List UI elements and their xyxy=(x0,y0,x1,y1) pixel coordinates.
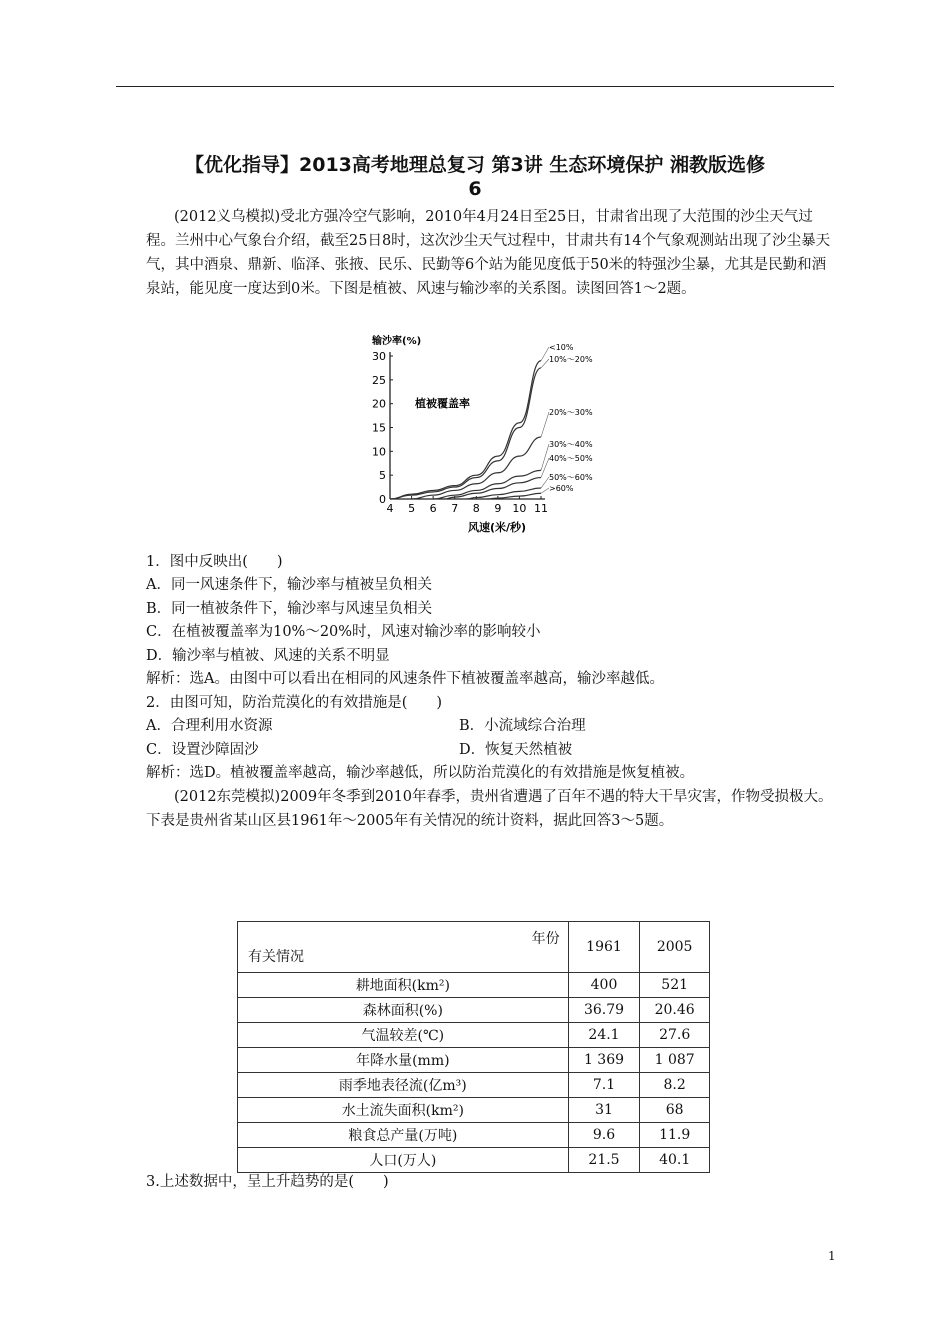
table-row xyxy=(238,1148,710,1173)
value-2005: 521 xyxy=(640,973,710,998)
x-tick-label: 5 xyxy=(408,502,416,515)
table-row xyxy=(238,1098,710,1123)
series-label: 20%～30% xyxy=(549,408,593,417)
series-line xyxy=(433,470,541,499)
series-line xyxy=(412,437,541,499)
row-label: 森林面积(%) xyxy=(238,998,569,1023)
table-row xyxy=(238,1073,710,1098)
q2-option-b: B．小流域综合治理 xyxy=(459,718,586,734)
y-tick-label: 20 xyxy=(372,397,386,411)
series-line xyxy=(390,368,541,499)
q3-stem: 3.上述数据中，呈上升趋势的是( ) xyxy=(146,1174,389,1190)
series-leader xyxy=(541,412,549,437)
page-title-line2: 6 xyxy=(468,178,482,200)
series-leader xyxy=(541,359,549,368)
q1-stem: 1．图中反映出( ) xyxy=(146,554,283,570)
y-tick-label: 0 xyxy=(379,493,386,506)
row-label: 气温较差(℃) xyxy=(238,1023,569,1048)
series-label: >60% xyxy=(549,484,574,493)
value-2005: 27.6 xyxy=(640,1023,710,1048)
intro-paragraph-1 xyxy=(146,205,836,301)
intro-text-2: (2012东莞模拟)2009年冬季到2010年春季，贵州省遭遇了百年不遇的特大干旱灾害，作物受损极大。下表是贵州省某山区县1961年～2005年有关情况的统计资料，据此回答3～5题。 xyxy=(146,789,833,829)
value-2005: 1 087 xyxy=(640,1048,710,1073)
row-label: 水土流失面积(km²) xyxy=(238,1098,569,1123)
table-row xyxy=(238,1023,710,1048)
x-tick-label: 4 xyxy=(386,502,394,515)
series-label: 30%～40% xyxy=(549,440,593,449)
value-1961: 9.6 xyxy=(568,1123,640,1148)
y-tick-label: 15 xyxy=(372,421,386,435)
x-tick-label: 9 xyxy=(494,502,502,515)
value-1961: 1 369 xyxy=(568,1048,640,1073)
series-leader xyxy=(541,347,549,361)
x-tick-label: 11 xyxy=(534,502,548,515)
series-leader xyxy=(541,458,549,478)
series-leader xyxy=(541,444,549,470)
table-row xyxy=(238,1123,710,1148)
y-tick-label: 5 xyxy=(379,469,386,483)
value-1961: 31 xyxy=(568,1098,640,1123)
table-row xyxy=(238,998,710,1023)
y-tick-label: 10 xyxy=(372,445,386,459)
value-1961: 400 xyxy=(568,973,640,998)
intro-text-1: (2012义乌模拟)受北方强冷空气影响，2010年4月24日至25日，甘肃省出现了大范围的沙尘天气过程。兰州中心气象台介绍，截至25日8时，这次沙尘天气过程中，甘肃共有14个气象观测站出现了沙尘暴天气，其中酒泉、鼎新、临泽、张掖、民乐、民勤等6个站为能见度低于50米的特强沙尘暴，尤其是民勤和酒泉站，能见度一度达到0米。下图是植被、风速与输沙率的关系图。读图回答1～2题。 xyxy=(146,209,831,297)
y-tick-label: 25 xyxy=(372,373,386,387)
x-tick-label: 7 xyxy=(451,502,459,515)
series-label: 50%～60% xyxy=(549,473,593,482)
page-title: 【优化指导】2013高考地理总复习 第3讲 生态环境保护 湘教版选修 xyxy=(185,154,765,176)
statistics-table xyxy=(237,921,710,1173)
page-number: 1 xyxy=(828,1249,836,1263)
x-tick-label: 6 xyxy=(429,502,437,515)
series-line xyxy=(487,493,541,499)
table-header-row xyxy=(238,922,710,973)
header-item: 有关情况 xyxy=(248,949,304,965)
chart-container xyxy=(360,330,600,535)
q2-stem: 2．由图可知，防治荒漠化的有效措施是( ) xyxy=(146,695,443,711)
header-col-2005: 2005 xyxy=(640,922,710,973)
x-tick-label: 10 xyxy=(512,502,527,515)
x-tick-label: 8 xyxy=(472,502,480,515)
chart-xlabel: 风速(米/秒) xyxy=(468,521,527,534)
table-row xyxy=(238,973,710,998)
value-2005: 40.1 xyxy=(640,1148,710,1173)
header-col-1961: 1961 xyxy=(568,922,640,973)
intro-paragraph-2 xyxy=(146,785,836,833)
header-year: 年份 xyxy=(531,931,560,947)
value-2005: 20.46 xyxy=(640,998,710,1023)
chart-annotation: 植被覆盖率 xyxy=(415,397,470,410)
header-rule xyxy=(116,86,834,87)
row-label: 粮食总产量(万吨) xyxy=(238,1123,569,1148)
table-row xyxy=(238,1048,710,1073)
q1-option-b: B．同一植被条件下，输沙率与风速呈负相关 xyxy=(146,601,433,617)
series-leader xyxy=(541,488,549,493)
value-1961: 21.5 xyxy=(568,1148,640,1173)
value-2005: 8.2 xyxy=(640,1073,710,1098)
table-corner-cell xyxy=(238,922,569,973)
row-label: 人口(万人) xyxy=(238,1148,569,1173)
value-1961: 36.79 xyxy=(568,998,640,1023)
chart-ylabel: 输沙率(%) xyxy=(372,336,422,347)
row-label: 年降水量(mm) xyxy=(238,1048,569,1073)
value-1961: 24.1 xyxy=(568,1023,640,1048)
row-label: 耕地面积(km²) xyxy=(238,973,569,998)
q2-option-d: D．恢复天然植被 xyxy=(459,742,573,758)
q1-option-d: D．输沙率与植被、风速的关系不明显 xyxy=(146,648,390,664)
series-label: <10% xyxy=(549,343,574,352)
y-tick-label: 30 xyxy=(372,350,386,363)
q1-option-c: C．在植被覆盖率为10%～20%时，风速对输沙率的影响较小 xyxy=(146,624,541,640)
value-2005: 68 xyxy=(640,1098,710,1123)
value-1961: 7.1 xyxy=(568,1073,640,1098)
q2-answer: 解析：选D。植被覆盖率越高，输沙率越低，所以防治荒漠化的有效措施是恢复植被。 xyxy=(146,765,695,781)
row-label: 雨季地表径流(亿m³) xyxy=(238,1073,569,1098)
sand-transport-chart xyxy=(360,330,600,535)
series-label: 10%～20% xyxy=(549,355,593,364)
q2-option-a: A．合理利用水资源 xyxy=(146,718,273,734)
q1-answer: 解析：选A。由图中可以看出在相同的风速条件下植被覆盖率越高，输沙率越低。 xyxy=(146,671,664,687)
value-2005: 11.9 xyxy=(640,1123,710,1148)
q1-option-a: A．同一风速条件下，输沙率与植被呈负相关 xyxy=(146,577,432,593)
q2-option-c: C．设置沙障固沙 xyxy=(146,742,259,758)
series-line xyxy=(390,361,541,499)
series-label: 40%～50% xyxy=(549,454,593,463)
series-leader xyxy=(541,477,549,488)
